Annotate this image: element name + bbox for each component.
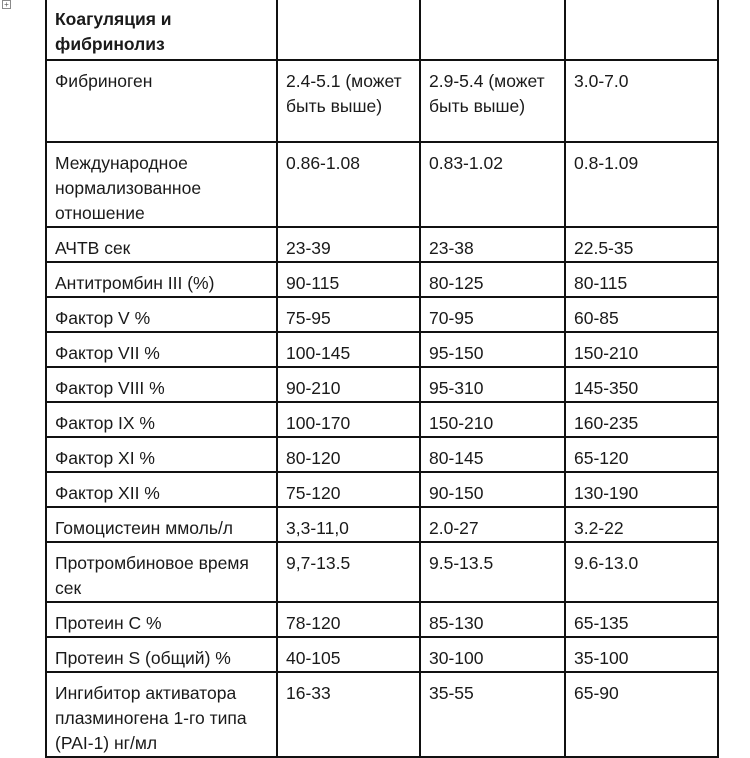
reference-range-value: 100-170: [286, 413, 351, 433]
reference-range-value: 0.86-1.08: [286, 153, 360, 173]
parameter-name-cell: [46, 297, 277, 332]
table-header-cell: [277, 0, 420, 60]
reference-range-value: 3.0-7.0: [574, 71, 629, 91]
reference-range-value: 23-38: [429, 238, 474, 258]
parameter-name-cell: [46, 262, 277, 297]
reference-range-cell: [420, 227, 565, 262]
parameter-name: Протромбиновое время сек: [55, 553, 249, 598]
reference-range-cell: [420, 437, 565, 472]
reference-range-cell: [565, 472, 718, 507]
reference-range-cell: [420, 672, 565, 757]
parameter-name-cell: [46, 437, 277, 472]
reference-range-cell: [420, 602, 565, 637]
table-row: [46, 332, 718, 367]
reference-range-value: 65-135: [574, 613, 629, 633]
reference-range-value: 2.4-5.1 (может быть выше): [286, 71, 402, 116]
reference-range-value: 2.0-27: [429, 518, 479, 538]
reference-range-value: 9,7-13.5: [286, 553, 351, 573]
table-row: [46, 60, 718, 142]
table-row: [46, 142, 718, 227]
table-header-cell: [420, 0, 565, 60]
reference-range-cell: [277, 472, 420, 507]
parameter-name: Протеин С %: [55, 613, 162, 633]
reference-range-value: 80-145: [429, 448, 484, 468]
reference-range-value: 0.8-1.09: [574, 153, 639, 173]
reference-range-value: 90-210: [286, 378, 341, 398]
reference-range-value: 30-100: [429, 648, 484, 668]
reference-range-value: 145-350: [574, 378, 639, 398]
reference-range-value: 130-190: [574, 483, 639, 503]
reference-range-cell: [565, 402, 718, 437]
table-row: [46, 437, 718, 472]
reference-range-value: 22.5-35: [574, 238, 634, 258]
parameter-name: Антитромбин III (%): [55, 273, 215, 293]
reference-range-value: 35-100: [574, 648, 629, 668]
reference-range-cell: [277, 602, 420, 637]
reference-range-cell: [420, 262, 565, 297]
reference-range-value: 9.5-13.5: [429, 553, 494, 573]
parameter-name-cell: [46, 332, 277, 367]
table-row: [46, 672, 718, 757]
reference-range-value: 0.83-1.02: [429, 153, 503, 173]
reference-range-value: 160-235: [574, 413, 639, 433]
reference-range-value: 90-150: [429, 483, 484, 503]
parameter-name: Фактор V %: [55, 308, 151, 328]
reference-range-value: 40-105: [286, 648, 341, 668]
parameter-name: Фибриноген: [55, 71, 153, 91]
reference-range-cell: [565, 542, 718, 602]
reference-range-value: 95-310: [429, 378, 484, 398]
table-row: [46, 542, 718, 602]
table-row: [46, 507, 718, 542]
reference-range-cell: [277, 672, 420, 757]
reference-range-value: 9.6-13.0: [574, 553, 639, 573]
reference-range-value: 35-55: [429, 683, 474, 703]
reference-range-value: 90-115: [286, 273, 340, 293]
reference-range-cell: [277, 227, 420, 262]
reference-range-cell: [565, 332, 718, 367]
reference-range-cell: [277, 332, 420, 367]
table-row: [46, 297, 718, 332]
table-row: [46, 262, 718, 297]
reference-range-cell: [420, 332, 565, 367]
parameter-name-cell: [46, 542, 277, 602]
reference-range-cell: [565, 227, 718, 262]
reference-range-cell: [565, 367, 718, 402]
reference-range-cell: [420, 297, 565, 332]
reference-range-cell: [420, 60, 565, 142]
reference-range-value: 60-85: [574, 308, 619, 328]
parameter-name: Фактор XII %: [55, 483, 160, 503]
parameter-name: Фактор VIII %: [55, 378, 165, 398]
reference-range-cell: [565, 672, 718, 757]
parameter-name-cell: [46, 402, 277, 437]
reference-range-cell: [277, 402, 420, 437]
parameter-name-cell: [46, 60, 277, 142]
table-header-title: [46, 0, 277, 60]
reference-range-value: 2.9-5.4 (может быть выше): [429, 71, 545, 116]
reference-range-value: 23-39: [286, 238, 331, 258]
reference-range-cell: [277, 142, 420, 227]
reference-range-cell: [277, 507, 420, 542]
reference-range-cell: [420, 507, 565, 542]
reference-range-cell: [277, 437, 420, 472]
parameter-name: Протеин S (общий) %: [55, 648, 231, 668]
reference-range-value: 80-125: [429, 273, 484, 293]
table-row: [46, 602, 718, 637]
parameter-name-cell: [46, 507, 277, 542]
reference-range-cell: [420, 142, 565, 227]
reference-range-value: 3,3-11,0: [286, 518, 349, 538]
reference-range-value: 150-210: [574, 343, 639, 363]
parameter-name-cell: [46, 637, 277, 672]
table-row: [46, 472, 718, 507]
parameter-name: Фактор XI %: [55, 448, 155, 468]
reference-range-value: 75-95: [286, 308, 331, 328]
header-title-text: Коагуляция и фибринолиз: [55, 9, 172, 54]
reference-range-value: 16-33: [286, 683, 331, 703]
reference-range-cell: [565, 507, 718, 542]
reference-range-cell: [420, 542, 565, 602]
table-row: [46, 402, 718, 437]
reference-range-cell: [420, 472, 565, 507]
reference-range-cell: [420, 367, 565, 402]
reference-range-cell: [277, 297, 420, 332]
reference-range-cell: [565, 637, 718, 672]
reference-range-value: 80-115: [574, 273, 628, 293]
reference-range-value: 65-90: [574, 683, 619, 703]
reference-range-cell: [277, 542, 420, 602]
reference-range-value: 70-95: [429, 308, 474, 328]
parameter-name-cell: [46, 602, 277, 637]
reference-range-cell: [277, 60, 420, 142]
table-header-cell: [565, 0, 718, 60]
reference-range-cell: [277, 262, 420, 297]
parameter-name: АЧТВ сек: [55, 238, 131, 258]
table-body: [46, 0, 718, 757]
parameter-name: Международное нормализованное отношение: [55, 153, 202, 223]
reference-range-value: 3.2-22: [574, 518, 624, 538]
coagulation-reference-table: [45, 0, 719, 758]
reference-range-value: 75-120: [286, 483, 341, 503]
reference-range-cell: [277, 367, 420, 402]
reference-range-cell: [565, 60, 718, 142]
parameter-name-cell: [46, 672, 277, 757]
reference-range-cell: [420, 637, 565, 672]
table-move-handle-icon[interactable]: +: [2, 0, 11, 9]
reference-range-cell: [420, 402, 565, 437]
reference-range-value: 100-145: [286, 343, 351, 363]
reference-range-cell: [565, 142, 718, 227]
reference-range-value: 150-210: [429, 413, 494, 433]
table-row: [46, 367, 718, 402]
reference-range-value: 85-130: [429, 613, 484, 633]
reference-range-cell: [565, 602, 718, 637]
table-header-row: [46, 0, 718, 60]
parameter-name-cell: [46, 367, 277, 402]
parameter-name-cell: [46, 142, 277, 227]
reference-range-cell: [565, 262, 718, 297]
reference-range-cell: [277, 637, 420, 672]
parameter-name: Ингибитор активатора плазминогена 1-го типа (PAI-1) нг/мл: [55, 683, 247, 753]
reference-range-value: 95-150: [429, 343, 484, 363]
reference-range-value: 80-120: [286, 448, 341, 468]
parameter-name: Фактор VII %: [55, 343, 160, 363]
parameter-name: Фактор IX %: [55, 413, 155, 433]
parameter-name-cell: [46, 227, 277, 262]
reference-range-cell: [565, 437, 718, 472]
table-row: [46, 227, 718, 262]
table-row: [46, 637, 718, 672]
parameter-name-cell: [46, 472, 277, 507]
reference-range-value: 65-120: [574, 448, 629, 468]
reference-range-cell: [565, 297, 718, 332]
reference-range-value: 78-120: [286, 613, 341, 633]
parameter-name: Гомоцистеин ммоль/л: [55, 518, 234, 538]
